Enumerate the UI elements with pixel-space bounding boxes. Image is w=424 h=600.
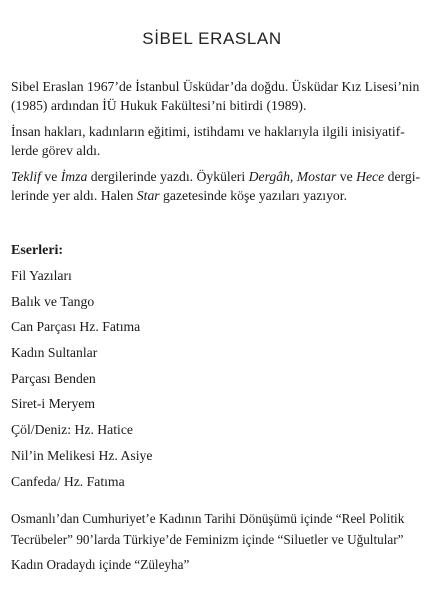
list-item: Nil’in Melikesi Hz. Asiye	[11, 447, 153, 463]
bio-line: İnsan hakları, kadınların eğitimi, istihdamı ve haklarıyla ilgili inisiyatif-	[11, 124, 405, 139]
magazine-name: Mostar	[296, 169, 337, 184]
bio-paragraph-writing	[11, 167, 423, 205]
bio-line	[11, 167, 423, 186]
text-fragment: gazetesinde köşe yazıları yazıyor.	[159, 188, 347, 203]
biography	[11, 77, 423, 212]
list-item: Çöl/Deniz: Hz. Hatice	[11, 422, 134, 438]
works-list	[11, 265, 152, 496]
list-item: Kadın Sultanlar	[11, 345, 98, 361]
page-title: SİBEL ERASLAN	[142, 29, 282, 48]
bio-line: lerde görev aldı.	[11, 143, 101, 158]
newspaper-name: Star	[136, 188, 160, 203]
list-item: Canfeda/ Hz. Fatıma	[11, 473, 125, 489]
text-fragment: ve	[40, 169, 61, 184]
text-fragment: dergi-	[384, 169, 421, 184]
contribution-line: Kadın Oradaydı içinde “Züleyha”	[11, 557, 190, 572]
bio-line: (1985) ardından İÜ Hukuk Fakültesi’ni bitirdi (1989).	[11, 98, 307, 113]
magazine-name: Teklif	[11, 169, 41, 184]
bio-line	[11, 186, 423, 205]
text-fragment: dergilerinde yazdı. Öyküleri	[87, 169, 249, 184]
bio-paragraph-birth	[11, 77, 423, 115]
list-item: Parçası Benden	[11, 370, 96, 386]
text-fragment: lerinde yer aldı. Halen	[11, 188, 137, 203]
bio-paragraph-activism	[11, 122, 423, 160]
list-item: Siret-i Meryem	[11, 396, 96, 412]
text-fragment: ve	[336, 169, 357, 184]
contribution-line: Tecrübeler” 90’larda Türkiye’de Feminizm içinde “Siluetler ve Uğultular”	[11, 532, 404, 547]
works-heading: Eserleri:	[11, 243, 64, 258]
magazine-name: Dergâh,	[248, 169, 294, 184]
list-item: Can Parçası Hz. Fatıma	[11, 319, 141, 335]
magazine-name: İmza	[60, 169, 88, 184]
list-item: Balık ve Tango	[11, 293, 95, 309]
bio-line: Sibel Eraslan 1967’de İstanbul Üsküdar’da doğdu. Üsküdar Kız Lisesi’nin	[11, 79, 420, 94]
contributions	[11, 508, 423, 575]
contribution-line: Osmanlı’dan Cumhuriyet’e Kadının Tarihi Dönüşümü içinde “Reel Politik	[11, 511, 405, 526]
list-item: Fil Yazıları	[11, 268, 72, 283]
magazine-name: Hece	[356, 169, 385, 184]
